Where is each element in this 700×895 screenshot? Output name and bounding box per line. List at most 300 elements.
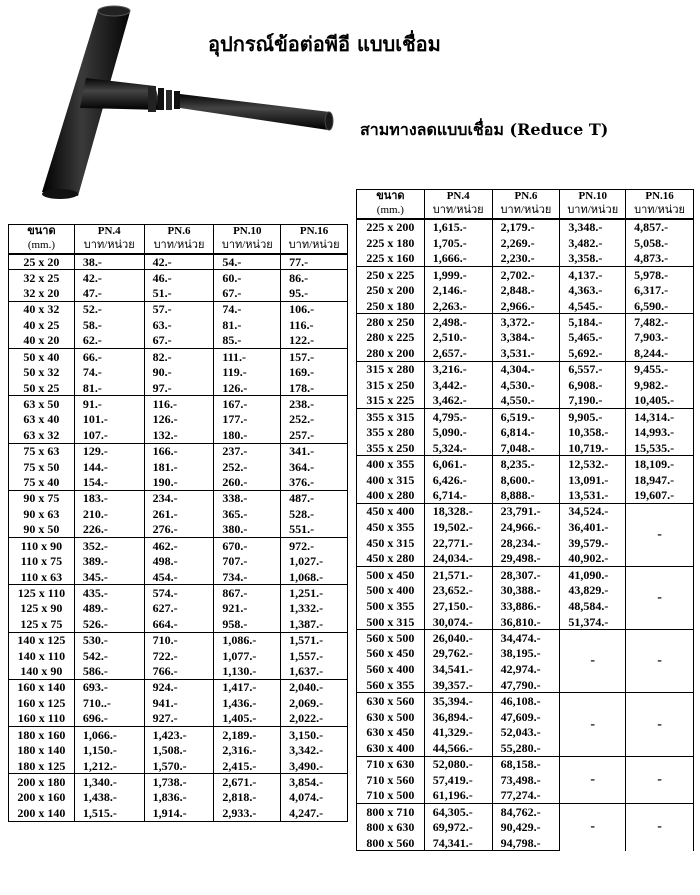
pn16-price-cell: 14,993.- — [626, 424, 694, 440]
pn10-price-cell: 6,908.- — [560, 377, 626, 393]
pn16-column-header: PN.16 — [626, 190, 694, 204]
pn6-price-cell: 29,498.- — [492, 551, 560, 567]
size-cell: 160 x 140 — [9, 679, 75, 695]
pn4-price-cell: 24,034.- — [424, 551, 492, 567]
pn6-price-cell: 766.- — [144, 664, 214, 680]
pn10-price-cell: 365.- — [214, 506, 281, 522]
size-cell: 110 x 75 — [9, 553, 75, 569]
pn10-price-cell: 380.- — [214, 522, 281, 538]
pn10-price-cell: 1,077.- — [214, 648, 281, 664]
pn4-price-cell: 530.- — [74, 632, 144, 648]
pn10-price-cell: 707.- — [214, 553, 281, 569]
pn4-price-cell: 39,357.- — [424, 677, 492, 693]
table-row — [357, 567, 694, 583]
pn4-price-cell: 34,541.- — [424, 661, 492, 677]
table-row — [9, 774, 348, 790]
pn4-price-cell: 542.- — [74, 648, 144, 664]
pn6-price-cell: 2,848.- — [492, 282, 560, 298]
pn16-price-cell: 1,332.- — [281, 601, 348, 617]
pn6-price-cell: 42.- — [144, 254, 214, 270]
pn6-price-cell: 1,914.- — [144, 805, 214, 821]
pn6-price-cell: 574.- — [144, 585, 214, 601]
pn6-price-cell: 276.- — [144, 522, 214, 538]
pn4-price-cell: 1,438.- — [74, 790, 144, 806]
size-cell: 400 x 280 — [357, 488, 425, 504]
size-cell: 225 x 200 — [357, 219, 425, 235]
table-row — [9, 364, 348, 380]
size-cell: 125 x 75 — [9, 616, 75, 632]
table-row — [9, 380, 348, 396]
table-row — [9, 742, 348, 758]
pn10-price-cell: 40,902.- — [560, 551, 626, 567]
pn10-price-cell: 126.- — [214, 380, 281, 396]
table-row — [9, 317, 348, 333]
pn10-price-cell: 2,316.- — [214, 742, 281, 758]
size-cell: 280 x 225 — [357, 330, 425, 346]
pn16-price-cell: 9,982.- — [626, 377, 694, 393]
unit-header: บาท/หน่วย — [281, 238, 348, 254]
table-row — [9, 333, 348, 349]
pn16-price-cell: - — [626, 567, 694, 630]
table-row — [357, 456, 694, 472]
pn10-price-cell: 867.- — [214, 585, 281, 601]
pn16-price-cell: 6,590.- — [626, 298, 694, 314]
pn6-price-cell: 97.- — [144, 380, 214, 396]
size-cell: 180 x 140 — [9, 742, 75, 758]
pn10-price-cell: 5,184.- — [560, 314, 626, 330]
pn6-price-cell: 63.- — [144, 317, 214, 333]
pn4-price-cell: 26,040.- — [424, 630, 492, 646]
pn4-price-cell: 6,714.- — [424, 488, 492, 504]
pn16-price-cell: 14,314.- — [626, 409, 694, 425]
size-cell: 225 x 180 — [357, 235, 425, 251]
table-row — [9, 412, 348, 428]
table-row — [357, 377, 694, 393]
pn6-price-cell: 73,498.- — [492, 772, 560, 788]
table-row — [9, 396, 348, 412]
pn4-price-cell: 1,999.- — [424, 266, 492, 282]
pn6-price-cell: 47,609.- — [492, 709, 560, 725]
pn10-price-cell: 119.- — [214, 364, 281, 380]
pn6-price-cell: 941.- — [144, 695, 214, 711]
size-cell: 25 x 20 — [9, 254, 75, 270]
table-row — [9, 459, 348, 475]
pn10-price-cell: 2,189.- — [214, 727, 281, 743]
pn16-price-cell: 1,557.- — [281, 648, 348, 664]
pn4-price-cell: 35,394.- — [424, 693, 492, 709]
pn10-price-cell: 34,524.- — [560, 503, 626, 519]
table-row — [357, 282, 694, 298]
size-cell: 50 x 25 — [9, 380, 75, 396]
pn4-price-cell: 6,426.- — [424, 472, 492, 488]
size-cell: 710 x 630 — [357, 756, 425, 772]
table-row — [9, 711, 348, 727]
size-cell: 315 x 250 — [357, 377, 425, 393]
table-row — [9, 601, 348, 617]
pn6-price-cell: 710.- — [144, 632, 214, 648]
pn16-price-cell: 1,571.- — [281, 632, 348, 648]
pn4-price-cell: 1,150.- — [74, 742, 144, 758]
pn16-price-cell: 4,074.- — [281, 790, 348, 806]
pn6-price-cell: 4,530.- — [492, 377, 560, 393]
pn4-price-cell: 352.- — [74, 538, 144, 554]
pn16-price-cell: 4,247.- — [281, 805, 348, 821]
pn4-price-cell: 62.- — [74, 333, 144, 349]
table-row — [9, 727, 348, 743]
pn6-price-cell: 2,966.- — [492, 298, 560, 314]
size-cell: 355 x 315 — [357, 409, 425, 425]
pn6-price-cell: 82.- — [144, 349, 214, 365]
pn16-price-cell: 1,027.- — [281, 553, 348, 569]
size-cell: 160 x 110 — [9, 711, 75, 727]
pn16-price-cell: 6,317.- — [626, 282, 694, 298]
size-cell: 800 x 710 — [357, 803, 425, 819]
table-row — [9, 585, 348, 601]
pn6-price-cell: 2,702.- — [492, 266, 560, 282]
pn16-price-cell: 157.- — [281, 349, 348, 365]
pn4-price-cell: 21,571.- — [424, 567, 492, 583]
size-unit-header: (mm.) — [9, 238, 75, 254]
pn4-price-cell: 57,419.- — [424, 772, 492, 788]
pn16-price-cell: 8,244.- — [626, 345, 694, 361]
size-cell: 125 x 90 — [9, 601, 75, 617]
pn10-price-cell: 60.- — [214, 270, 281, 286]
pn10-price-cell: 4,137.- — [560, 266, 626, 282]
pn6-price-cell: 47,790.- — [492, 677, 560, 693]
size-cell: 160 x 125 — [9, 695, 75, 711]
size-cell: 450 x 400 — [357, 503, 425, 519]
pn10-price-cell: 1,130.- — [214, 664, 281, 680]
table-row — [9, 553, 348, 569]
pn6-price-cell: 116.- — [144, 396, 214, 412]
pn4-price-cell: 489.- — [74, 601, 144, 617]
pn10-price-cell: 9,905.- — [560, 409, 626, 425]
size-cell: 140 x 125 — [9, 632, 75, 648]
size-cell: 630 x 560 — [357, 693, 425, 709]
pn6-price-cell: 1,570.- — [144, 758, 214, 774]
table-row — [9, 679, 348, 695]
pn6-price-cell: 3,384.- — [492, 330, 560, 346]
price-table-right — [356, 189, 694, 851]
pn16-price-cell: 3,150.- — [281, 727, 348, 743]
pn6-price-cell: 3,531.- — [492, 345, 560, 361]
pn6-price-cell: 30,388.- — [492, 582, 560, 598]
pn6-price-cell: 132.- — [144, 427, 214, 443]
pn16-price-cell: 257.- — [281, 427, 348, 443]
pn10-price-cell: 3,348.- — [560, 219, 626, 235]
pn10-price-cell: - — [560, 756, 626, 803]
pn10-price-cell: 252.- — [214, 459, 281, 475]
unit-header: บาท/หน่วย — [424, 203, 492, 219]
size-cell: 50 x 40 — [9, 349, 75, 365]
size-cell: 450 x 315 — [357, 535, 425, 551]
pn4-column-header: PN.4 — [74, 225, 144, 239]
size-cell: 40 x 32 — [9, 301, 75, 317]
pn6-price-cell: 3,372.- — [492, 314, 560, 330]
size-cell: 63 x 32 — [9, 427, 75, 443]
size-cell: 500 x 355 — [357, 598, 425, 614]
pn4-price-cell: 44,566.- — [424, 740, 492, 756]
pn10-price-cell: 3,358.- — [560, 251, 626, 267]
pn10-price-cell: 48,584.- — [560, 598, 626, 614]
size-cell: 225 x 160 — [357, 251, 425, 267]
pn16-price-cell: 1,387.- — [281, 616, 348, 632]
size-cell: 355 x 250 — [357, 440, 425, 456]
pn4-price-cell: 19,502.- — [424, 519, 492, 535]
table-row — [9, 632, 348, 648]
table-row — [357, 361, 694, 377]
pn16-price-cell: 1,251.- — [281, 585, 348, 601]
pn10-price-cell: 2,671.- — [214, 774, 281, 790]
pn16-price-cell: 10,405.- — [626, 393, 694, 409]
pn4-price-cell: 526.- — [74, 616, 144, 632]
unit-header: บาท/หน่วย — [560, 203, 626, 219]
pn6-price-cell: 2,230.- — [492, 251, 560, 267]
pn4-price-cell: 107.- — [74, 427, 144, 443]
pn4-price-cell: 5,090.- — [424, 424, 492, 440]
pn10-price-cell: 2,415.- — [214, 758, 281, 774]
pn16-price-cell: 15,535.- — [626, 440, 694, 456]
pn10-price-cell: 4,363.- — [560, 282, 626, 298]
pn4-price-cell: 52,080.- — [424, 756, 492, 772]
size-cell: 800 x 630 — [357, 819, 425, 835]
pn6-price-cell: 1,836.- — [144, 790, 214, 806]
size-cell: 90 x 63 — [9, 506, 75, 522]
pn10-price-cell: 1,417.- — [214, 679, 281, 695]
pn10-price-cell: 67.- — [214, 286, 281, 302]
pn16-price-cell: 972.- — [281, 538, 348, 554]
pn16-price-cell: 1,637.- — [281, 664, 348, 680]
pn6-price-cell: 28,234.- — [492, 535, 560, 551]
table-row — [357, 424, 694, 440]
table-row — [9, 443, 348, 459]
pn16-price-cell: 3,490.- — [281, 758, 348, 774]
size-cell: 63 x 50 — [9, 396, 75, 412]
table-row — [9, 270, 348, 286]
pn6-price-cell: 68,158.- — [492, 756, 560, 772]
pn10-price-cell: 81.- — [214, 317, 281, 333]
table-row — [9, 758, 348, 774]
table-row — [9, 490, 348, 506]
size-cell: 200 x 180 — [9, 774, 75, 790]
pn6-price-cell: 23,791.- — [492, 503, 560, 519]
pn4-price-cell: 1,705.- — [424, 235, 492, 251]
pn16-price-cell: 2,022.- — [281, 711, 348, 727]
pn16-price-cell: 238.- — [281, 396, 348, 412]
pn16-price-cell: - — [626, 803, 694, 850]
pn10-price-cell: 12,532.- — [560, 456, 626, 472]
pn10-price-cell: 85.- — [214, 333, 281, 349]
pn6-price-cell: 67.- — [144, 333, 214, 349]
pn4-price-cell: 23,652.- — [424, 582, 492, 598]
size-cell: 200 x 160 — [9, 790, 75, 806]
pn6-column-header: PN.6 — [144, 225, 214, 239]
pn10-price-cell: 921.- — [214, 601, 281, 617]
pn16-price-cell: 116.- — [281, 317, 348, 333]
section-subtitle: สามทางลดแบบเชื่อม (Reduce T) — [360, 120, 609, 139]
pn16-price-cell: 1,068.- — [281, 569, 348, 585]
pn4-price-cell: 210.- — [74, 506, 144, 522]
pn6-price-cell: 33,886.- — [492, 598, 560, 614]
pn10-price-cell: 177.- — [214, 412, 281, 428]
table-row — [357, 440, 694, 456]
table-row — [357, 266, 694, 282]
size-cell: 110 x 90 — [9, 538, 75, 554]
pn4-price-cell: 693.- — [74, 679, 144, 695]
pn10-price-cell: 41,090.- — [560, 567, 626, 583]
pn10-price-cell: 43,829.- — [560, 582, 626, 598]
pn4-price-cell: 41,329.- — [424, 725, 492, 741]
table-row — [9, 790, 348, 806]
pn4-price-cell: 66.- — [74, 349, 144, 365]
size-cell: 630 x 400 — [357, 740, 425, 756]
pn16-column-header: PN.16 — [281, 225, 348, 239]
table-row — [357, 219, 694, 235]
pn10-price-cell: 2,818.- — [214, 790, 281, 806]
pn6-price-cell: 664.- — [144, 616, 214, 632]
size-cell: 50 x 32 — [9, 364, 75, 380]
pn10-column-header: PN.10 — [214, 225, 281, 239]
pn6-price-cell: 28,307.- — [492, 567, 560, 583]
pn6-price-cell: 2,269.- — [492, 235, 560, 251]
pn10-price-cell: 5,692.- — [560, 345, 626, 361]
pn16-price-cell: 341.- — [281, 443, 348, 459]
pn4-price-cell: 52.- — [74, 301, 144, 317]
unit-header: บาท/หน่วย — [144, 238, 214, 254]
pn16-price-cell: 95.- — [281, 286, 348, 302]
pn16-price-cell: - — [626, 630, 694, 693]
page-title: อุปกรณ์ข้อต่อพีอี แบบเชื่อม — [208, 32, 441, 56]
pn4-price-cell: 42.- — [74, 270, 144, 286]
pn4-price-cell: 47.- — [74, 286, 144, 302]
pn6-price-cell: 722.- — [144, 648, 214, 664]
size-column-header: ขนาด — [9, 225, 75, 239]
pn16-price-cell: 487.- — [281, 490, 348, 506]
pn6-price-cell: 51.- — [144, 286, 214, 302]
pn4-price-cell: 64,305.- — [424, 803, 492, 819]
pn10-price-cell: 958.- — [214, 616, 281, 632]
size-cell: 315 x 225 — [357, 393, 425, 409]
pn6-price-cell: 94,798.- — [492, 835, 560, 851]
size-cell: 560 x 400 — [357, 661, 425, 677]
pn10-price-cell: 74.- — [214, 301, 281, 317]
pn4-price-cell: 435.- — [74, 585, 144, 601]
size-cell: 630 x 450 — [357, 725, 425, 741]
pn4-price-cell: 2,146.- — [424, 282, 492, 298]
size-cell: 140 x 90 — [9, 664, 75, 680]
pn4-price-cell: 36,894.- — [424, 709, 492, 725]
pn6-price-cell: 462.- — [144, 538, 214, 554]
pn10-column-header: PN.10 — [560, 190, 626, 204]
size-cell: 32 x 20 — [9, 286, 75, 302]
pn4-price-cell: 710..- — [74, 695, 144, 711]
unit-header: บาท/หน่วย — [74, 238, 144, 254]
size-cell: 400 x 355 — [357, 456, 425, 472]
pn6-price-cell: 1,738.- — [144, 774, 214, 790]
pn16-price-cell: 551.- — [281, 522, 348, 538]
size-cell: 75 x 50 — [9, 459, 75, 475]
pn16-price-cell: 18,109.- — [626, 456, 694, 472]
pn4-price-cell: 4,795.- — [424, 409, 492, 425]
size-cell: 315 x 280 — [357, 361, 425, 377]
pn16-price-cell: - — [626, 503, 694, 566]
pn16-price-cell: 86.- — [281, 270, 348, 286]
table-row — [9, 349, 348, 365]
table-row — [9, 522, 348, 538]
pn4-price-cell: 345.- — [74, 569, 144, 585]
table-row — [9, 538, 348, 554]
pn4-price-cell: 1,340.- — [74, 774, 144, 790]
pn10-price-cell: 734.- — [214, 569, 281, 585]
pn4-price-cell: 226.- — [74, 522, 144, 538]
size-cell: 63 x 40 — [9, 412, 75, 428]
pn6-price-cell: 77,274.- — [492, 788, 560, 804]
pn4-price-cell: 1,515.- — [74, 805, 144, 821]
size-cell: 200 x 140 — [9, 805, 75, 821]
pn10-price-cell: 7,190.- — [560, 393, 626, 409]
pn16-price-cell: - — [626, 756, 694, 803]
pn10-price-cell: 13,091.- — [560, 472, 626, 488]
pn4-price-cell: 1,212.- — [74, 758, 144, 774]
pn10-price-cell: - — [560, 693, 626, 756]
pn16-price-cell: 528.- — [281, 506, 348, 522]
unit-header: บาท/หน่วย — [492, 203, 560, 219]
pn6-price-cell: 38,195.- — [492, 646, 560, 662]
table-row — [9, 506, 348, 522]
pn16-price-cell: 122.- — [281, 333, 348, 349]
pn6-price-cell: 42,974.- — [492, 661, 560, 677]
pn6-price-cell: 261.- — [144, 506, 214, 522]
table-row — [357, 693, 694, 709]
size-cell: 250 x 200 — [357, 282, 425, 298]
table-row — [357, 251, 694, 267]
pn10-price-cell: 338.- — [214, 490, 281, 506]
pn10-price-cell: - — [560, 630, 626, 693]
pn10-price-cell: 1,436.- — [214, 695, 281, 711]
pn16-price-cell: 169.- — [281, 364, 348, 380]
pn16-price-cell: 3,854.- — [281, 774, 348, 790]
pn6-price-cell: 927.- — [144, 711, 214, 727]
pn4-price-cell: 1,066.- — [74, 727, 144, 743]
pn6-price-cell: 190.- — [144, 475, 214, 491]
size-cell: 180 x 125 — [9, 758, 75, 774]
pn10-price-cell: 4,545.- — [560, 298, 626, 314]
table-row — [357, 314, 694, 330]
pn16-price-cell: 106.- — [281, 301, 348, 317]
table-row — [9, 475, 348, 491]
pn6-price-cell: 4,304.- — [492, 361, 560, 377]
pn16-price-cell: 7,482.- — [626, 314, 694, 330]
size-unit-header: (mm.) — [357, 203, 425, 219]
pn6-price-cell: 84,762.- — [492, 803, 560, 819]
pn6-price-cell: 627.- — [144, 601, 214, 617]
table-row — [357, 298, 694, 314]
table-row — [357, 803, 694, 819]
pn10-price-cell: 237.- — [214, 443, 281, 459]
size-cell: 450 x 280 — [357, 551, 425, 567]
pn4-price-cell: 3,216.- — [424, 361, 492, 377]
table-row — [357, 409, 694, 425]
pn6-price-cell: 1,508.- — [144, 742, 214, 758]
pn4-price-cell: 22,771.- — [424, 535, 492, 551]
size-cell: 90 x 50 — [9, 522, 75, 538]
table-row — [9, 427, 348, 443]
pn6-price-cell: 90.- — [144, 364, 214, 380]
pn16-price-cell: 5,058.- — [626, 235, 694, 251]
size-cell: 800 x 560 — [357, 835, 425, 851]
pn4-price-cell: 183.- — [74, 490, 144, 506]
pn6-price-cell: 8,888.- — [492, 488, 560, 504]
